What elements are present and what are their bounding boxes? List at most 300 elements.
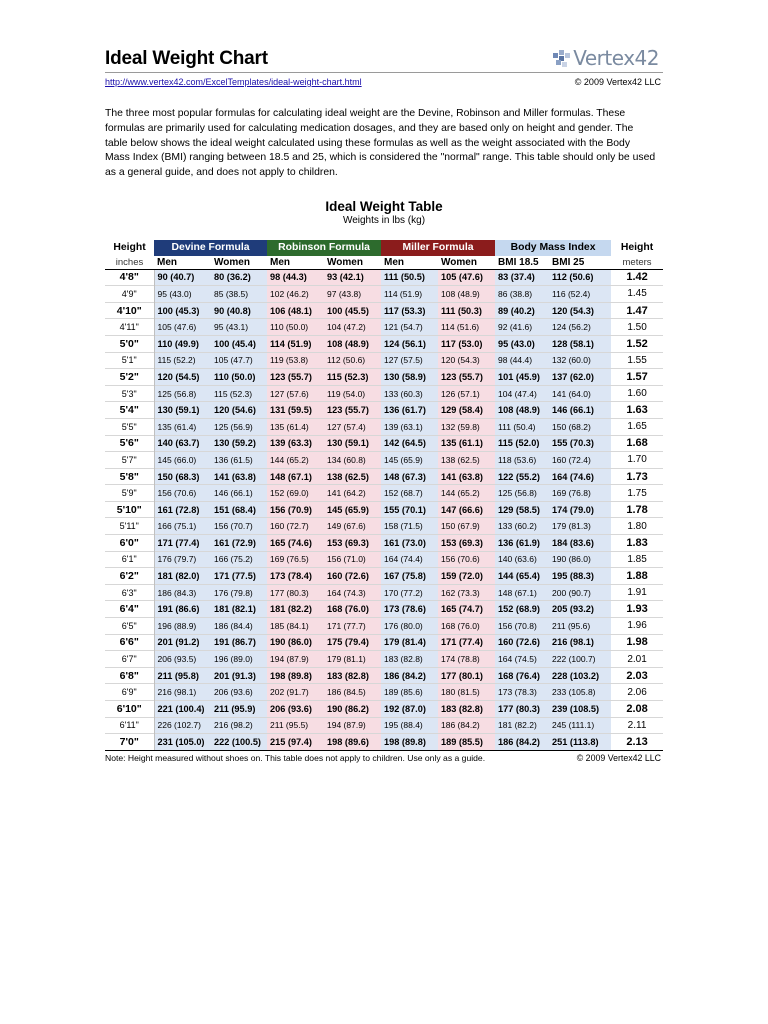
weight-cell: 111 (50.4) — [495, 418, 549, 435]
sub-header: Men — [267, 256, 324, 270]
table-row — [105, 286, 663, 303]
sub-header: Women — [438, 256, 495, 270]
height-inches-cell: 6'0" — [105, 535, 154, 552]
weight-cell: 228 (103.2) — [549, 667, 611, 684]
height-inches-cell: 5'1" — [105, 352, 154, 369]
weight-cell: 186 (84.2) — [438, 717, 495, 734]
height-meters-header: Height — [620, 242, 654, 254]
weight-cell: 162 (73.3) — [438, 584, 495, 601]
sub-header: Men — [154, 256, 211, 270]
weight-cell: 140 (63.6) — [495, 551, 549, 568]
weight-cell: 123 (55.7) — [438, 369, 495, 386]
weight-cell: 114 (51.9) — [381, 286, 438, 303]
weight-cell: 101 (45.9) — [495, 369, 549, 386]
weight-cell: 251 (113.8) — [549, 734, 611, 750]
title-row — [105, 40, 663, 73]
weight-cell: 198 (89.8) — [267, 667, 324, 684]
weight-cell: 169 (76.5) — [267, 551, 324, 568]
sub-header: BMI 25 — [549, 256, 611, 270]
height-inches-cell: 5'7" — [105, 452, 154, 469]
weight-cell: 108 (48.9) — [495, 402, 549, 419]
weight-cell: 158 (71.5) — [381, 518, 438, 535]
weight-cell: 184 (83.6) — [549, 535, 611, 552]
url-row — [105, 76, 663, 92]
table-row — [105, 734, 663, 750]
weight-cell: 136 (61.5) — [211, 452, 267, 469]
weight-cell: 177 (80.1) — [438, 667, 495, 684]
height-meters-cell: 2.06 — [611, 684, 663, 701]
weight-cell: 95 (43.1) — [211, 319, 267, 336]
weight-cell: 146 (66.1) — [211, 485, 267, 502]
weight-cell: 127 (57.4) — [324, 418, 381, 435]
weight-cell: 112 (50.6) — [324, 352, 381, 369]
weight-cell: 156 (70.7) — [211, 518, 267, 535]
height-inches-cell: 5'6" — [105, 435, 154, 452]
height-inches-header: Height — [113, 242, 146, 254]
weight-cell: 110 (49.9) — [154, 335, 211, 352]
weight-cell: 122 (55.2) — [495, 468, 549, 485]
weight-cell: 186 (84.4) — [211, 618, 267, 635]
table-row — [105, 717, 663, 734]
height-meters-cell: 2.03 — [611, 667, 663, 684]
height-meters-cell: 1.73 — [611, 468, 663, 485]
weight-cell: 156 (70.6) — [154, 485, 211, 502]
table-row — [105, 385, 663, 402]
weight-cell: 105 (47.6) — [154, 319, 211, 336]
table-row — [105, 651, 663, 668]
weight-cell: 133 (60.2) — [495, 518, 549, 535]
weight-cell: 160 (72.6) — [495, 634, 549, 651]
logo-text: Vertex42 — [573, 46, 659, 70]
weight-cell: 196 (89.0) — [211, 651, 267, 668]
table-subtitle: Weights in lbs (kg) — [342, 214, 426, 226]
weight-cell: 145 (66.0) — [154, 452, 211, 469]
weight-cell: 141 (64.0) — [549, 385, 611, 402]
weight-cell: 194 (87.9) — [267, 651, 324, 668]
weight-cell: 123 (55.7) — [324, 402, 381, 419]
weight-cell: 151 (68.4) — [211, 501, 267, 518]
weight-cell: 98 (44.3) — [267, 269, 324, 286]
weight-cell: 206 (93.6) — [267, 701, 324, 718]
weight-cell: 206 (93.6) — [211, 684, 267, 701]
weight-cell: 135 (61.4) — [154, 418, 211, 435]
weight-cell: 168 (76.4) — [495, 667, 549, 684]
weight-cell: 149 (67.6) — [324, 518, 381, 535]
weight-cell: 181 (82.1) — [211, 601, 267, 618]
height-inches-cell: 6'8" — [105, 667, 154, 684]
height-meters-cell: 1.47 — [611, 302, 663, 319]
weight-cell: 115 (52.0) — [495, 435, 549, 452]
weight-cell: 156 (70.8) — [495, 618, 549, 635]
weight-cell: 90 (40.8) — [211, 302, 267, 319]
height-meters-cell: 1.65 — [611, 418, 663, 435]
weight-cell: 153 (69.3) — [438, 535, 495, 552]
table-body — [105, 269, 663, 750]
height-meters-cell: 1.88 — [611, 568, 663, 585]
weight-cell: 89 (40.2) — [495, 302, 549, 319]
weight-cell: 148 (67.1) — [495, 584, 549, 601]
robinson-header: Robinson Formula — [267, 240, 381, 256]
height-meters-cell: 2.01 — [611, 651, 663, 668]
weight-cell: 180 (81.5) — [438, 684, 495, 701]
weight-cell: 216 (98.1) — [549, 634, 611, 651]
weight-cell: 186 (84.5) — [324, 684, 381, 701]
weight-cell: 112 (50.6) — [549, 269, 611, 286]
weight-cell: 80 (36.2) — [211, 269, 267, 286]
weight-cell: 128 (58.1) — [549, 335, 611, 352]
height-inches-cell: 5'11" — [105, 518, 154, 535]
copyright-top: © 2009 Vertex42 LLC — [574, 77, 661, 87]
weight-cell: 216 (98.1) — [154, 684, 211, 701]
weight-cell: 168 (76.0) — [438, 618, 495, 635]
table-row — [105, 568, 663, 585]
footer-note: Note: Height measured without shoes on. This table does not apply to children. Use only as a guide. — [105, 752, 486, 763]
weight-cell: 124 (56.1) — [381, 335, 438, 352]
weight-cell: 164 (74.6) — [549, 468, 611, 485]
weight-cell: 174 (78.8) — [438, 651, 495, 668]
copyright-bottom: © 2009 Vertex42 LLC — [576, 752, 661, 763]
weight-cell: 186 (84.2) — [495, 734, 549, 750]
weight-cell: 105 (47.6) — [438, 269, 495, 286]
weight-cell: 174 (79.0) — [549, 501, 611, 518]
bmi-header: Body Mass Index — [495, 240, 611, 256]
height-meters-cell: 1.91 — [611, 584, 663, 601]
weight-cell: 98 (44.4) — [495, 352, 549, 369]
weight-cell: 189 (85.5) — [438, 734, 495, 750]
height-inches-cell: 6'9" — [105, 684, 154, 701]
table-row — [105, 684, 663, 701]
weight-cell: 156 (70.9) — [267, 501, 324, 518]
weight-cell: 135 (61.1) — [438, 435, 495, 452]
weight-cell: 164 (74.4) — [381, 551, 438, 568]
weight-cell: 129 (58.4) — [438, 402, 495, 419]
height-inches-cell: 5'5" — [105, 418, 154, 435]
weight-cell: 177 (80.3) — [267, 584, 324, 601]
weight-cell: 83 (37.4) — [495, 269, 549, 286]
weight-cell: 177 (80.3) — [495, 701, 549, 718]
weight-cell: 179 (81.4) — [381, 634, 438, 651]
table-row — [105, 335, 663, 352]
document-page — [105, 40, 663, 765]
weight-cell: 106 (48.1) — [267, 302, 324, 319]
weight-cell: 169 (76.8) — [549, 485, 611, 502]
height-meters-cell: 1.80 — [611, 518, 663, 535]
weight-cell: 181 (82.2) — [267, 601, 324, 618]
table-row — [105, 634, 663, 651]
weight-cell: 215 (97.4) — [267, 734, 324, 750]
weight-cell: 116 (52.4) — [549, 286, 611, 303]
sub-header: Men — [381, 256, 438, 270]
weight-cell: 153 (69.3) — [324, 535, 381, 552]
height-meters-cell: 2.08 — [611, 701, 663, 718]
weight-cell: 202 (91.7) — [267, 684, 324, 701]
weight-cell: 120 (54.3) — [549, 302, 611, 319]
weight-cell: 86 (38.8) — [495, 286, 549, 303]
weight-cell: 195 (88.3) — [549, 568, 611, 585]
weight-cell: 190 (86.0) — [267, 634, 324, 651]
height-meters-cell: 2.13 — [611, 734, 663, 750]
height-meters-cell: 1.55 — [611, 352, 663, 369]
sub-header: Women — [324, 256, 381, 270]
weight-cell: 164 (74.3) — [324, 584, 381, 601]
weight-cell: 171 (77.7) — [324, 618, 381, 635]
weight-cell: 173 (78.3) — [495, 684, 549, 701]
weight-cell: 201 (91.2) — [154, 634, 211, 651]
weight-cell: 135 (61.4) — [267, 418, 324, 435]
height-inches-cell: 4'10" — [105, 302, 154, 319]
weight-cell: 93 (42.1) — [324, 269, 381, 286]
table-title: Ideal Weight Table — [325, 198, 443, 214]
weight-cell: 245 (111.1) — [549, 717, 611, 734]
table-row — [105, 618, 663, 635]
height-inches-cell: 6'6" — [105, 634, 154, 651]
height-inches-cell: 5'9" — [105, 485, 154, 502]
weight-cell: 85 (38.5) — [211, 286, 267, 303]
weight-cell: 222 (100.5) — [211, 734, 267, 750]
weight-cell: 155 (70.1) — [381, 501, 438, 518]
weight-cell: 115 (52.3) — [211, 385, 267, 402]
weight-cell: 173 (78.6) — [381, 601, 438, 618]
weight-cell: 150 (68.2) — [549, 418, 611, 435]
weight-cell: 120 (54.6) — [211, 402, 267, 419]
weight-cell: 126 (57.1) — [438, 385, 495, 402]
weight-cell: 130 (58.9) — [381, 369, 438, 386]
height-inches-cell: 6'7" — [105, 651, 154, 668]
weight-cell: 156 (71.0) — [324, 551, 381, 568]
table-row — [105, 701, 663, 718]
weight-cell: 231 (105.0) — [154, 734, 211, 750]
height-meters-cell: 1.52 — [611, 335, 663, 352]
weight-cell: 141 (63.8) — [438, 468, 495, 485]
weight-cell: 195 (88.4) — [381, 717, 438, 734]
weight-cell: 194 (87.9) — [324, 717, 381, 734]
weight-cell: 168 (76.0) — [324, 601, 381, 618]
weight-cell: 130 (59.2) — [211, 435, 267, 452]
weight-cell: 95 (43.0) — [154, 286, 211, 303]
weight-cell: 171 (77.4) — [438, 634, 495, 651]
height-meters-cell: 1.98 — [611, 634, 663, 651]
weight-cell: 110 (50.0) — [267, 319, 324, 336]
weight-cell: 192 (87.0) — [381, 701, 438, 718]
sub-header: BMI 18.5 — [495, 256, 549, 270]
intro-paragraph: The three most popular formulas for calculating ideal weight are the Devine, Robinson and Miller formulas. These formulas are primarily used for calculating medication dosages, and they are based only on height and gender. The table below shows the ideal weight calculated using these formulas as well as the weight associated with the Body Mass Index (BMI) ranging between 18.5 and 25, which is considered the "normal" range. This table should only be used as a general guide, and does not apply to children. — [105, 108, 656, 179]
table-row — [105, 501, 663, 518]
weight-cell: 130 (59.1) — [324, 435, 381, 452]
weight-cell: 211 (95.9) — [211, 701, 267, 718]
weight-cell: 176 (80.0) — [381, 618, 438, 635]
table-row — [105, 269, 663, 286]
weight-cell: 150 (68.3) — [154, 468, 211, 485]
table-row — [105, 435, 663, 452]
weight-cell: 160 (72.6) — [324, 568, 381, 585]
weight-cell: 92 (41.6) — [495, 319, 549, 336]
weight-cell: 171 (77.5) — [211, 568, 267, 585]
table-row — [105, 418, 663, 435]
height-inches-cell: 6'10" — [105, 701, 154, 718]
weight-cell: 120 (54.5) — [154, 369, 211, 386]
weight-cell: 144 (65.4) — [495, 568, 549, 585]
group-header-row — [105, 240, 663, 256]
weight-cell: 127 (57.6) — [267, 385, 324, 402]
weight-cell: 160 (72.4) — [549, 452, 611, 469]
weight-cell: 132 (59.8) — [438, 418, 495, 435]
weight-cell: 114 (51.9) — [267, 335, 324, 352]
weight-cell: 118 (53.6) — [495, 452, 549, 469]
weight-cell: 115 (52.2) — [154, 352, 211, 369]
table-row — [105, 468, 663, 485]
weight-cell: 181 (82.2) — [495, 717, 549, 734]
weight-cell: 189 (85.6) — [381, 684, 438, 701]
table-row — [105, 601, 663, 618]
weight-cell: 114 (51.6) — [438, 319, 495, 336]
weight-cell: 183 (82.8) — [381, 651, 438, 668]
weight-cell: 148 (67.3) — [381, 468, 438, 485]
weight-cell: 221 (100.4) — [154, 701, 211, 718]
height-meters-cell: 1.42 — [626, 271, 648, 284]
weight-cell: 183 (82.8) — [324, 667, 381, 684]
height-meters-cell: 1.93 — [611, 601, 663, 618]
weight-cell: 147 (66.6) — [438, 501, 495, 518]
weight-cell: 145 (65.9) — [381, 452, 438, 469]
height-meters-cell: 1.83 — [611, 535, 663, 552]
weight-cell: 211 (95.5) — [267, 717, 324, 734]
weight-cell: 233 (105.8) — [549, 684, 611, 701]
weight-cell: 186 (84.3) — [154, 584, 211, 601]
weight-cell: 136 (61.7) — [381, 402, 438, 419]
weight-cell: 196 (88.9) — [154, 618, 211, 635]
weight-cell: 165 (74.7) — [438, 601, 495, 618]
weight-cell: 198 (89.8) — [381, 734, 438, 750]
weight-cell: 125 (56.8) — [154, 385, 211, 402]
height-inches-cell: 7'0" — [105, 734, 154, 750]
weight-cell: 132 (60.0) — [549, 352, 611, 369]
height-inches-cell: 5'10" — [105, 501, 154, 518]
weight-cell: 144 (65.2) — [438, 485, 495, 502]
weight-cell: 111 (50.3) — [438, 302, 495, 319]
height-inches-cell: 6'1" — [105, 551, 154, 568]
height-meters-cell: 1.96 — [611, 618, 663, 635]
table-row — [105, 518, 663, 535]
table-row — [105, 584, 663, 601]
weight-cell: 161 (73.0) — [381, 535, 438, 552]
height-meters-cell: 1.78 — [611, 501, 663, 518]
sub-header: meters — [611, 256, 663, 270]
weight-cell: 142 (64.5) — [381, 435, 438, 452]
weight-cell: 108 (48.9) — [438, 286, 495, 303]
weight-cell: 200 (90.7) — [549, 584, 611, 601]
weight-cell: 144 (65.2) — [267, 452, 324, 469]
miller-header: Miller Formula — [381, 240, 495, 256]
weight-cell: 175 (79.4) — [324, 634, 381, 651]
weight-cell: 165 (74.6) — [267, 535, 324, 552]
weight-cell: 123 (55.7) — [267, 369, 324, 386]
weight-cell: 95 (43.0) — [495, 335, 549, 352]
weight-cell: 152 (68.9) — [495, 601, 549, 618]
weight-cell: 166 (75.2) — [211, 551, 267, 568]
height-inches-cell: 6'4" — [105, 601, 154, 618]
height-meters-cell: 1.50 — [611, 319, 663, 336]
weight-cell: 171 (77.4) — [154, 535, 211, 552]
weight-cell: 201 (91.3) — [211, 667, 267, 684]
weight-cell: 176 (79.8) — [211, 584, 267, 601]
weight-cell: 183 (82.8) — [438, 701, 495, 718]
page-title: Ideal Weight Chart — [105, 48, 268, 69]
weight-cell: 100 (45.5) — [324, 302, 381, 319]
sub-header-row — [105, 256, 663, 270]
weight-cell: 160 (72.7) — [267, 518, 324, 535]
weight-cell: 152 (68.7) — [381, 485, 438, 502]
height-inches-cell: 6'5" — [105, 618, 154, 635]
weight-cell: 100 (45.4) — [211, 335, 267, 352]
weight-cell: 119 (54.0) — [324, 385, 381, 402]
height-inches-cell: 5'2" — [105, 369, 154, 386]
height-inches-cell: 4'8" — [105, 269, 154, 286]
height-meters-cell: 1.70 — [611, 452, 663, 469]
table-row — [105, 452, 663, 469]
weight-cell: 125 (56.9) — [211, 418, 267, 435]
weight-cell: 131 (59.5) — [267, 402, 324, 419]
source-link[interactable]: http://www.vertex42.com/ExcelTemplates/ideal-weight-chart.html — [105, 77, 362, 87]
weight-cell: 155 (70.3) — [549, 435, 611, 452]
weight-cell: 170 (77.2) — [381, 584, 438, 601]
sub-header: Women — [211, 256, 267, 270]
weight-cell: 105 (47.7) — [211, 352, 267, 369]
weight-cell: 239 (108.5) — [549, 701, 611, 718]
table-row — [105, 551, 663, 568]
weight-cell: 167 (75.8) — [381, 568, 438, 585]
weight-cell: 179 (81.1) — [324, 651, 381, 668]
weight-cell: 206 (93.5) — [154, 651, 211, 668]
height-inches-cell: 6'11" — [105, 717, 154, 734]
height-meters-cell: 1.45 — [611, 286, 663, 303]
weight-cell: 140 (63.7) — [154, 435, 211, 452]
weight-cell: 119 (53.8) — [267, 352, 324, 369]
weight-cell: 141 (63.8) — [211, 468, 267, 485]
weight-cell: 124 (56.2) — [549, 319, 611, 336]
weight-cell: 117 (53.0) — [438, 335, 495, 352]
weight-cell: 161 (72.8) — [154, 501, 211, 518]
height-meters-cell: 1.57 — [611, 369, 663, 386]
weight-cell: 190 (86.2) — [324, 701, 381, 718]
weight-cell: 121 (54.7) — [381, 319, 438, 336]
height-meters-cell: 1.63 — [611, 402, 663, 419]
devine-header: Devine Formula — [154, 240, 267, 256]
weight-cell: 198 (89.6) — [324, 734, 381, 750]
weight-cell: 90 (40.7) — [154, 269, 211, 286]
weight-cell: 127 (57.5) — [381, 352, 438, 369]
weight-cell: 148 (67.1) — [267, 468, 324, 485]
weight-cell: 136 (61.9) — [495, 535, 549, 552]
weight-cell: 179 (81.3) — [549, 518, 611, 535]
table-row — [105, 485, 663, 502]
ideal-weight-table — [105, 240, 663, 750]
weight-cell: 115 (52.3) — [324, 369, 381, 386]
weight-cell: 156 (70.6) — [438, 551, 495, 568]
table-row — [105, 369, 663, 386]
weight-cell: 166 (75.1) — [154, 518, 211, 535]
height-inches-cell: 6'2" — [105, 568, 154, 585]
weight-cell: 205 (93.2) — [549, 601, 611, 618]
weight-cell: 110 (50.0) — [211, 369, 267, 386]
table-row — [105, 402, 663, 419]
weight-cell: 191 (86.7) — [211, 634, 267, 651]
height-meters-cell: 1.60 — [611, 385, 663, 402]
weight-cell: 185 (84.1) — [267, 618, 324, 635]
weight-cell: 133 (60.3) — [381, 385, 438, 402]
height-meters-cell: 1.75 — [611, 485, 663, 502]
weight-cell: 226 (102.7) — [154, 717, 211, 734]
weight-cell: 139 (63.1) — [381, 418, 438, 435]
